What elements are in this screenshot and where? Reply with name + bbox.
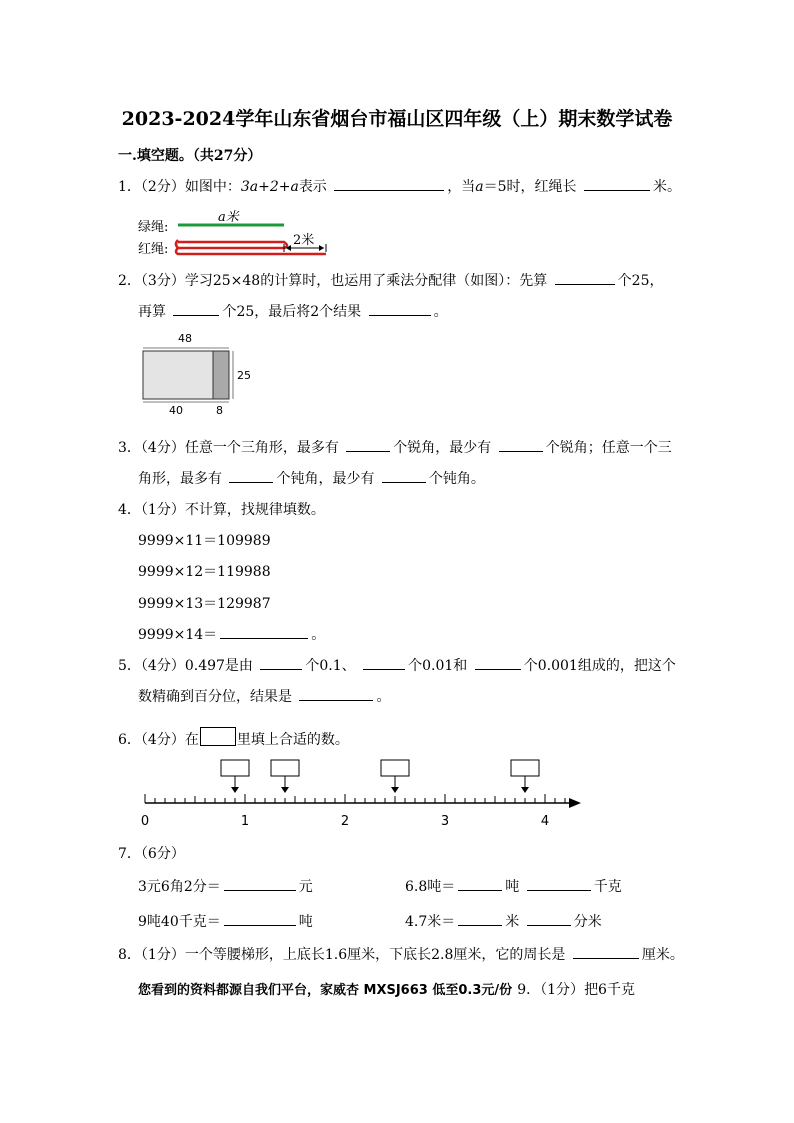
section-heading-fill-blanks: 一.填空题。（共27分） <box>118 148 262 164</box>
down-arrow-icon <box>281 787 289 793</box>
question-score: （4分） <box>140 440 185 456</box>
question-score: （6分） <box>140 846 185 862</box>
expression: 3a+2+a <box>240 179 299 195</box>
question-5 <box>118 655 676 675</box>
question-8 <box>118 944 684 964</box>
conversion-a <box>138 876 313 896</box>
question-text: 。 <box>433 304 448 320</box>
question-text: 把6千克 <box>584 982 635 998</box>
answer-blank[interactable] <box>458 911 502 926</box>
area-model-figure <box>139 334 259 420</box>
question-text: 个0.01和 <box>408 658 468 674</box>
answer-blank[interactable] <box>224 911 296 926</box>
question-score: （3分） <box>140 273 185 289</box>
down-arrow-icon <box>231 787 239 793</box>
answer-box-symbol <box>200 727 236 746</box>
bottom-left-label: 40 <box>169 404 183 417</box>
question-text: 在 <box>184 732 199 748</box>
question-2 <box>118 270 663 290</box>
axis-label: 4 <box>540 814 550 829</box>
question-text: 4.7米＝ <box>405 914 456 930</box>
question-text: 个锐角，最少有 <box>393 440 492 456</box>
question-text: 6.8吨＝ <box>405 879 456 895</box>
question-score: （1分） <box>140 502 185 518</box>
question-text: 吨 <box>505 879 520 895</box>
question-score: （1分） <box>140 947 185 963</box>
side-length-label: 25 <box>237 369 251 382</box>
question-4 <box>118 499 325 519</box>
number-line <box>135 755 590 835</box>
number-line-answer-box[interactable] <box>221 760 249 776</box>
number-line-answer-box[interactable] <box>511 760 539 776</box>
question-text: 个25， <box>617 273 664 289</box>
question-text: 千克 <box>593 879 622 895</box>
question-text: 米 <box>505 914 520 930</box>
question-text: 0.497是由 <box>184 658 253 674</box>
question-text: 个0.1、 <box>305 658 356 674</box>
question-7 <box>118 843 185 863</box>
number-line-answer-box[interactable] <box>271 760 299 776</box>
question-text: 个0.001组成的，把这个 <box>523 658 676 674</box>
question-3-cont <box>138 468 485 488</box>
axis-label: 0 <box>140 814 150 829</box>
question-1 <box>118 176 681 196</box>
answer-blank[interactable] <box>555 270 615 285</box>
question-number: 6． <box>118 732 141 748</box>
question-text: 吨 <box>298 914 313 930</box>
axis-ticks <box>145 794 565 803</box>
question-number: 2． <box>118 273 141 289</box>
question-6 <box>118 727 349 749</box>
variable: a <box>475 179 484 195</box>
question-5-cont <box>138 686 390 706</box>
page-title: 2023-2024学年山东省烟台市福山区四年级（上）期末数学试卷 <box>121 108 673 130</box>
question-text: 里填上合适的数。 <box>236 732 349 748</box>
answer-blank[interactable] <box>334 176 444 191</box>
question-text: 9999×14＝ <box>138 627 218 643</box>
answer-blank[interactable] <box>573 944 639 959</box>
question-text: 角形，最多有 <box>138 471 222 487</box>
question-text: ＝5时，红绳长 <box>483 179 577 195</box>
question-text: 学习25×48的计算时，也运用了乘法分配律（如图）：先算 <box>184 273 548 289</box>
answer-blank[interactable] <box>527 911 571 926</box>
pattern-line-2: 9999×12＝119988 <box>138 564 271 580</box>
question-text: 。 <box>376 689 391 705</box>
question-text: 个25，最后将2个结果 <box>222 304 362 320</box>
question-text: 再算 <box>138 304 166 320</box>
red-rope-label: 红绳: <box>138 242 169 257</box>
axis-arrow-icon <box>569 798 581 808</box>
answer-blank[interactable] <box>260 655 302 670</box>
question-score: （4分） <box>140 658 185 674</box>
question-text: 分米 <box>573 914 602 930</box>
rope-figure <box>170 218 340 258</box>
answer-blank[interactable] <box>499 437 543 452</box>
red-rope <box>176 240 326 254</box>
answer-blank[interactable] <box>229 468 273 483</box>
conversion-d <box>405 911 602 931</box>
question-text: 个钝角。 <box>428 471 485 487</box>
answer-blank[interactable] <box>527 876 591 891</box>
answer-blank[interactable] <box>458 876 502 891</box>
answer-blank[interactable] <box>369 301 431 316</box>
answer-blank[interactable] <box>584 176 650 191</box>
axis-labels <box>141 814 549 829</box>
question-text: ，当 <box>447 179 476 195</box>
number-line-answer-box[interactable] <box>381 760 409 776</box>
rect-part-40 <box>143 351 213 399</box>
question-text: 表示 <box>298 179 327 195</box>
a-meter-label: a米 <box>218 210 239 225</box>
question-number: 5． <box>118 658 141 674</box>
question-text: 厘米。 <box>641 947 684 963</box>
question-text: 一个等腰梯形，上底长1.6厘米，下底长2.8厘米，它的周长是 <box>184 947 566 963</box>
question-text: 数精确到百分位，结果是 <box>138 689 292 705</box>
question-score: （2分） <box>140 179 185 195</box>
question-text: 米。 <box>653 179 681 195</box>
question-text: 9吨40千克＝ <box>138 914 221 930</box>
answer-blank[interactable] <box>224 876 296 891</box>
green-rope-label: 绿绳: <box>138 220 169 235</box>
pattern-line-3: 9999×13＝129987 <box>138 596 271 612</box>
question-text: 个锐角；任意一个三 <box>545 440 672 456</box>
area-rectangle <box>139 334 259 420</box>
question-text: 元 <box>298 879 313 895</box>
rect-part-8 <box>213 351 229 399</box>
down-arrow-icon <box>391 787 399 793</box>
top-length-label: 48 <box>178 332 192 345</box>
question-3 <box>118 437 672 457</box>
promo-banner: 您看到的资料都源自我们平台，家威杏 MXSJ663 低至0.3元/份 <box>138 983 513 998</box>
question-number: 7． <box>118 846 141 862</box>
question-2-cont <box>138 301 448 321</box>
answer-blank[interactable] <box>382 468 426 483</box>
two-meter-label: 2米 <box>293 233 315 248</box>
question-text: 如图中： <box>184 179 241 195</box>
bottom-line <box>138 979 635 999</box>
bottom-right-label: 8 <box>216 404 223 417</box>
question-number: 4． <box>118 502 141 518</box>
answer-blank[interactable] <box>475 655 521 670</box>
question-text: 任意一个三角形，最多有 <box>184 440 339 456</box>
axis-label: 2 <box>340 814 350 829</box>
question-score: （1分） <box>540 982 585 998</box>
answer-blank[interactable] <box>299 686 373 701</box>
question-number: 1． <box>118 179 141 195</box>
question-number: 8． <box>118 947 141 963</box>
question-text: 个钝角，最少有 <box>276 471 375 487</box>
axis-label: 3 <box>440 814 450 829</box>
question-number: 3． <box>118 440 141 456</box>
question-text: 3元6角2分＝ <box>138 879 221 895</box>
question-number: 9． <box>517 982 541 998</box>
question-text: 。 <box>311 627 326 643</box>
question-text: 不计算，找规律填数。 <box>184 502 325 518</box>
answer-blank[interactable] <box>220 624 308 639</box>
pattern-line-1: 9999×11＝109989 <box>138 533 271 549</box>
pattern-line-4 <box>138 624 325 644</box>
axis-label: 1 <box>240 814 250 829</box>
question-score: （4分） <box>140 732 185 748</box>
conversion-c <box>138 911 313 931</box>
answer-blank[interactable] <box>363 655 405 670</box>
answer-blank[interactable] <box>173 301 219 316</box>
conversion-b <box>405 876 622 896</box>
answer-blank[interactable] <box>346 437 390 452</box>
down-arrow-icon <box>521 787 529 793</box>
